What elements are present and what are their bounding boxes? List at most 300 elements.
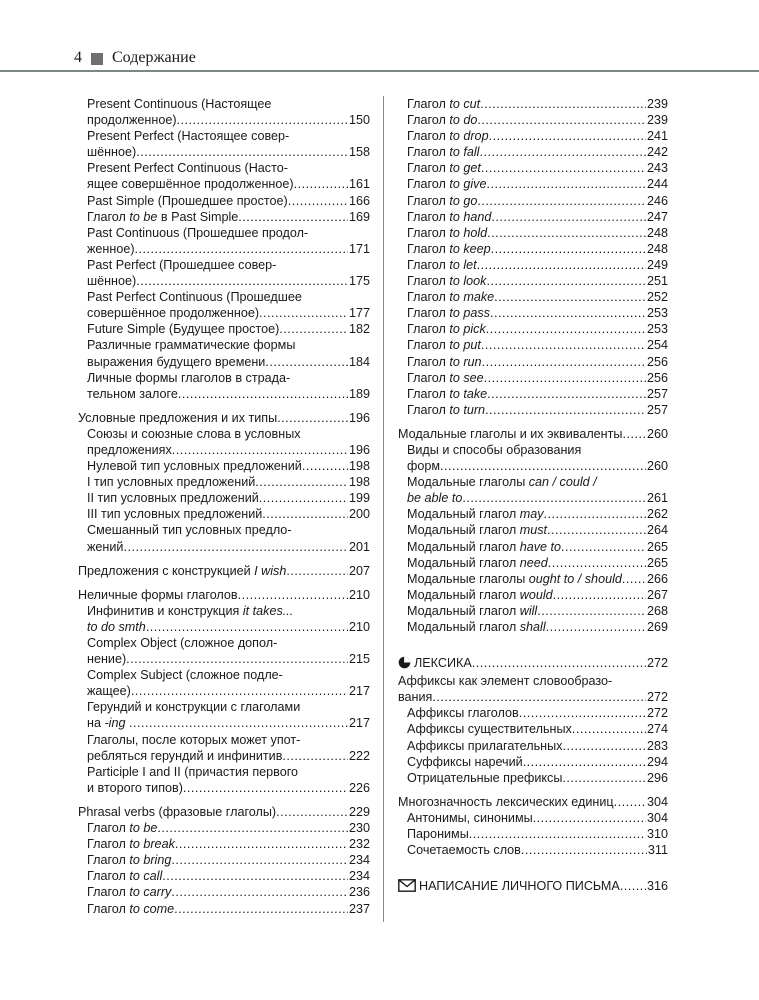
entry-title-italic: to get [449, 161, 481, 176]
toc-entry[interactable] [78, 901, 370, 917]
toc-entry[interactable] [78, 458, 370, 474]
dot-leader [490, 305, 646, 321]
toc-entry[interactable] [398, 754, 668, 770]
toc-entry[interactable] [78, 490, 370, 506]
toc-entry[interactable] [398, 555, 668, 571]
dot-leader [472, 655, 646, 671]
entry-title-italic: to cut [449, 97, 481, 111]
entry-title-text: Инфинитив и конструкция [87, 603, 243, 618]
entry-title-text: выражения будущего времени [87, 354, 266, 369]
entry-title-italic: to run [449, 354, 482, 369]
toc-entry[interactable] [398, 209, 668, 225]
entry-row [87, 273, 370, 289]
entry-row [407, 705, 668, 721]
page-ref: 166 [348, 193, 370, 208]
entry-title-italic: to take [449, 386, 488, 401]
entry-title-text: Глагол [87, 869, 130, 884]
dot-leader [286, 563, 348, 579]
entry-row [407, 337, 668, 353]
entry-row [87, 112, 370, 128]
entry-title-text: Глагол [407, 97, 450, 111]
entry-title [87, 193, 288, 209]
toc-entry[interactable] [398, 128, 668, 144]
toc-entry[interactable] [398, 402, 668, 418]
page-ref: 239 [646, 113, 668, 128]
entry-row [87, 354, 370, 370]
entry-row [87, 490, 370, 506]
entry-title-text: Participle I and II (причастия первого [87, 764, 299, 779]
entry-row [398, 878, 668, 896]
entry-row [87, 619, 370, 635]
entry-row [87, 748, 370, 764]
toc-entry[interactable] [78, 635, 370, 667]
entry-row [407, 506, 668, 522]
entry-row [87, 780, 370, 796]
entry-title [87, 506, 262, 522]
entry-title-text: Модальный глагол [407, 587, 520, 602]
dot-leader [279, 321, 348, 337]
page-ref: 217 [348, 684, 370, 699]
toc-entry[interactable] [398, 673, 668, 705]
entry-row [87, 193, 370, 209]
entry-row [407, 112, 668, 128]
toc-entry[interactable] [78, 884, 370, 900]
entry-title [407, 826, 469, 842]
toc-entry[interactable] [78, 337, 370, 369]
entry-row [407, 386, 668, 402]
entry-row [407, 370, 668, 386]
toc-entry[interactable] [398, 587, 668, 603]
entry-title-italic: to hold [449, 225, 488, 240]
dot-leader [487, 225, 646, 241]
toc-entry[interactable] [398, 794, 668, 810]
dot-leader [282, 748, 348, 764]
entry-title [87, 715, 129, 731]
entry-title-text: Герундий и конструкции с глаголами [87, 700, 301, 715]
entry-title [407, 810, 533, 826]
dot-leader [462, 490, 646, 506]
entry-title-text: Условные предложения и их типы [78, 410, 278, 425]
entry-title [87, 539, 123, 555]
entry-title-italic: to give [449, 177, 487, 192]
entry-title-line [87, 370, 370, 386]
page-ref: 177 [348, 306, 370, 321]
page-header [0, 0, 759, 72]
toc-entry[interactable] [398, 770, 668, 786]
section-title: Содержание [112, 49, 196, 66]
page-ref: 261 [646, 491, 668, 506]
entry-title-text: Глагол [407, 257, 450, 272]
dot-leader [620, 878, 646, 894]
toc-entry[interactable] [398, 721, 668, 737]
entry-title-line [87, 522, 370, 538]
entry-title [398, 426, 622, 442]
dot-leader [171, 884, 348, 900]
entry-title-text: Модальные глаголы [407, 571, 529, 586]
entry-title-text: Виды и способы образования [407, 442, 582, 457]
dot-leader [491, 241, 646, 257]
page-ref: 198 [348, 475, 370, 490]
entry-title [407, 587, 553, 603]
entry-title-text: Глагол [407, 274, 450, 289]
toc-entry[interactable] [398, 257, 668, 273]
entry-title [407, 160, 481, 176]
entry-title-italic: to keep [449, 241, 491, 256]
page-ref: 150 [348, 113, 370, 128]
dot-leader [537, 603, 646, 619]
entry-title-text: Глагол [407, 209, 450, 224]
toc-entry[interactable] [78, 868, 370, 884]
entry-row [407, 555, 668, 571]
entry-title-italic: to call [129, 869, 163, 884]
entry-title-italic: would [519, 587, 553, 602]
entry-title [407, 305, 490, 321]
entry-title-text: предложениях [87, 442, 172, 457]
page-ref: 161 [348, 177, 370, 192]
toc-entry[interactable] [398, 619, 668, 635]
page-ref: 274 [646, 722, 668, 737]
entry-title-text: Глагол [407, 129, 450, 144]
dot-leader [171, 852, 348, 868]
entry-row [407, 305, 668, 321]
dot-leader [521, 842, 647, 858]
entry-row [407, 619, 668, 635]
page-ref: 304 [646, 794, 668, 809]
entry-title [407, 225, 487, 241]
entry-title [87, 112, 177, 128]
dot-leader [183, 780, 348, 796]
dot-leader [302, 458, 348, 474]
entry-title [398, 655, 472, 673]
entry-title-text: жений [87, 539, 124, 554]
entry-title-text: Модальный глагол [407, 555, 520, 570]
toc-entry[interactable] [398, 144, 668, 160]
entry-title [407, 370, 484, 386]
entry-title [407, 842, 521, 858]
entry-title-italic: may [519, 507, 544, 522]
entry-title-italic: to make [449, 290, 495, 305]
page-ref: 210 [348, 619, 370, 634]
entry-title-line [407, 474, 668, 490]
entry-title-italic: to carry [129, 885, 172, 900]
entry-row [407, 571, 668, 587]
toc-entry[interactable] [398, 655, 668, 673]
toc-entry[interactable] [398, 603, 668, 619]
toc-entry[interactable] [78, 506, 370, 522]
toc-entry[interactable] [78, 699, 370, 731]
toc-entry[interactable] [398, 878, 668, 896]
entry-row [87, 458, 370, 474]
page-number: 4 [74, 49, 82, 66]
entry-title-text: I тип условных предложений [87, 475, 256, 490]
page-ref: 201 [348, 539, 370, 554]
entry-row [87, 386, 370, 402]
toc-entry[interactable] [78, 732, 370, 764]
entry-title-italic: ought to / should [528, 571, 622, 586]
entry-title-text: Нулевой тип условных предложений [87, 459, 302, 474]
toc-entry[interactable] [398, 225, 668, 241]
entry-row [407, 128, 668, 144]
entry-title [398, 689, 432, 705]
entry-title [78, 410, 277, 426]
page-ref: 272 [646, 706, 668, 721]
entry-title-text: II тип условных предложений [87, 491, 259, 506]
toc-entry[interactable] [78, 836, 370, 852]
entry-title [87, 852, 171, 868]
toc-entry[interactable] [398, 289, 668, 305]
entry-title-text: Различные грамматические формы [87, 338, 296, 353]
entry-row [87, 539, 370, 555]
dot-leader [622, 426, 646, 442]
toc-entry[interactable] [78, 522, 370, 554]
entry-title [407, 144, 479, 160]
entry-title-text: Паронимы [407, 827, 469, 842]
entry-title-text: на [87, 716, 105, 731]
entry-title-text: Глагол [87, 837, 130, 852]
entry-title-line [398, 673, 668, 689]
page-ref: 283 [646, 738, 668, 753]
dot-leader [553, 587, 646, 603]
entry-title-italic: to let [449, 257, 477, 272]
toc-entry[interactable] [78, 820, 370, 836]
page-ref: 158 [348, 145, 370, 160]
entry-title-text: Глагол [407, 386, 450, 401]
toc-entry[interactable] [398, 810, 668, 826]
dot-leader [178, 386, 348, 402]
dot-leader [126, 651, 348, 667]
toc-entry[interactable] [78, 764, 370, 796]
entry-title [87, 683, 131, 699]
dot-leader [479, 144, 646, 160]
entry-title-text: Past Continuous (Прошедшее продол- [87, 225, 309, 240]
toc-entry[interactable] [398, 273, 668, 289]
dot-leader [477, 257, 646, 273]
entry-title-text: Сочетаемость слов [407, 843, 521, 858]
toc-entry[interactable] [398, 160, 668, 176]
entry-title-text: Complex Subject (сложное подле- [87, 668, 283, 683]
entry-title-italic: must [519, 523, 548, 538]
entry-title-italic: to turn [449, 402, 486, 417]
entry-title [407, 522, 547, 538]
toc-entry[interactable] [398, 305, 668, 321]
toc-entry[interactable] [78, 160, 370, 192]
entry-title-text: Глагол [407, 113, 450, 128]
entry-title [407, 770, 562, 786]
toc-entry[interactable] [78, 225, 370, 257]
page-ref: 269 [646, 620, 668, 634]
toc-entry[interactable] [398, 176, 668, 192]
dot-leader [265, 354, 348, 370]
entry-title-line [87, 225, 370, 241]
entry-title-text: Future Simple (Будущее простое) [87, 322, 280, 337]
dot-leader [484, 370, 646, 386]
entry-title-italic: to see [449, 370, 484, 385]
dot-leader [486, 176, 646, 192]
toc-entry[interactable] [398, 442, 668, 474]
toc-entry[interactable] [398, 241, 668, 257]
entry-title [87, 321, 279, 337]
toc-entry[interactable] [398, 96, 668, 112]
toc-entry[interactable] [398, 826, 668, 842]
entry-title [407, 354, 482, 370]
entry-row [87, 209, 370, 225]
entry-title-text: Суффиксы наречий [407, 754, 523, 769]
entry-title [87, 748, 282, 764]
entry-title-line [87, 732, 370, 748]
entry-title-text: ящее совершённое продолженное) [87, 177, 294, 192]
entry-title-italic: need [519, 555, 548, 570]
toc-entry[interactable] [78, 321, 370, 337]
entry-title-text: Модальные глаголы и их эквиваленты [398, 426, 623, 441]
toc-entry[interactable] [78, 426, 370, 458]
entry-title-text: и второго типов) [87, 780, 183, 795]
entry-title-italic: to break [129, 837, 175, 852]
entry-row [407, 354, 668, 370]
dot-leader [482, 354, 646, 370]
toc-entry[interactable] [398, 337, 668, 353]
entry-row [407, 193, 668, 209]
entry-title-text: Phrasal verbs (фразовые глаголы) [78, 804, 277, 819]
toc-entry[interactable] [398, 506, 668, 522]
entry-row [407, 522, 668, 538]
dot-leader [548, 555, 646, 571]
entry-title-text: Модальный глагол [407, 507, 520, 522]
entry-title [87, 386, 178, 402]
toc-entry[interactable] [398, 738, 668, 754]
entry-title-italic: -ing [104, 716, 126, 731]
toc-entry[interactable] [78, 209, 370, 225]
toc-entry[interactable] [398, 705, 668, 721]
entry-title-italic: to put [449, 338, 481, 353]
entry-title [407, 257, 477, 273]
toc-entry[interactable] [398, 386, 668, 402]
entry-title-text: Предложения с конструкцией [78, 563, 255, 578]
page-ref: 248 [646, 225, 668, 240]
entry-title [87, 780, 183, 796]
page-ref: 257 [646, 386, 668, 401]
entry-title-text: Глагол [407, 241, 450, 256]
entry-title [407, 738, 562, 754]
entry-row [407, 160, 668, 176]
toc-entry[interactable] [78, 603, 370, 635]
entry-title-text: Союзы и союзные слова в условных [87, 426, 301, 441]
spacer [398, 635, 668, 655]
page-ref: 189 [348, 386, 370, 401]
dot-leader [544, 506, 646, 522]
toc-entry[interactable] [78, 410, 370, 426]
toc-entry[interactable] [78, 852, 370, 868]
entry-row [87, 836, 370, 852]
entry-title-text: Глагол [87, 821, 130, 836]
entry-title-text: Present Perfect Continuous (Насто- [87, 161, 288, 176]
page-ref: 217 [348, 716, 370, 731]
page-ref: 222 [348, 748, 370, 763]
dot-leader [146, 619, 348, 635]
entry-title-text: Past Simple (Прошедшее простое) [87, 193, 288, 208]
toc-entry[interactable] [398, 193, 668, 209]
toc-entry[interactable] [398, 539, 668, 555]
entry-row [398, 426, 668, 442]
dot-leader [440, 458, 646, 474]
entry-title [407, 571, 622, 587]
toc-entry[interactable] [398, 321, 668, 337]
entry-title-italic: to look [449, 274, 487, 289]
toc-entry[interactable] [398, 571, 668, 587]
toc-entry[interactable] [398, 354, 668, 370]
column-divider [383, 96, 384, 922]
toc-entry[interactable] [398, 842, 668, 858]
toc-entry[interactable] [398, 426, 668, 442]
page-ref: 169 [348, 209, 370, 224]
dot-leader [238, 209, 348, 225]
page-ref: 265 [646, 539, 668, 554]
page-ref: 198 [348, 459, 370, 474]
page-ref: 256 [646, 354, 668, 369]
entry-title [87, 209, 238, 225]
toc-entry[interactable] [78, 128, 370, 160]
entry-row [87, 144, 370, 160]
entry-title-text: Глагол [407, 354, 450, 369]
toc-entry[interactable] [78, 96, 370, 128]
toc-entry[interactable] [78, 563, 370, 579]
dot-leader [277, 410, 348, 426]
entry-title [87, 884, 171, 900]
entry-title-italic: to be [129, 821, 158, 836]
entry-title-italic: have to [519, 539, 562, 554]
entry-title [407, 705, 519, 721]
toc-entry[interactable] [78, 474, 370, 490]
toc-entry[interactable] [398, 522, 668, 538]
entry-row [87, 683, 370, 699]
entry-row [407, 321, 668, 337]
dot-leader [477, 112, 646, 128]
entry-title-line [87, 764, 370, 780]
header-square-icon [91, 53, 103, 65]
entry-title [87, 305, 259, 321]
entry-title-text: Глаголы, после которых может упот- [87, 732, 301, 747]
entry-row [87, 901, 370, 917]
entry-title-italic: I wish [254, 563, 287, 578]
toc-entry[interactable] [78, 257, 370, 289]
toc-entry[interactable] [78, 289, 370, 321]
spacer [398, 418, 668, 426]
page-ref: 257 [646, 402, 668, 417]
toc-entry[interactable] [398, 474, 668, 506]
entry-row [407, 273, 668, 289]
page-ref: 253 [646, 322, 668, 337]
entry-title [407, 112, 477, 128]
entry-row [87, 651, 370, 667]
dot-leader [177, 112, 348, 128]
entry-title-text: Модальный глагол [407, 539, 520, 554]
spacer [398, 786, 668, 794]
toc-entry[interactable] [78, 667, 370, 699]
toc-entry[interactable] [78, 804, 370, 820]
toc-entry[interactable] [78, 587, 370, 603]
toc-entry[interactable] [398, 112, 668, 128]
entry-title-text: шённое) [87, 145, 137, 160]
entry-title-line [87, 635, 370, 651]
page-ref: 248 [646, 241, 668, 256]
entry-title-text: форм [407, 459, 441, 474]
page-ref: 254 [646, 338, 668, 353]
entry-title [78, 804, 276, 820]
dot-leader [562, 738, 646, 754]
toc-entry[interactable] [78, 193, 370, 209]
dot-leader [481, 160, 646, 176]
toc-entry[interactable] [78, 370, 370, 402]
toc-entry[interactable] [398, 370, 668, 386]
